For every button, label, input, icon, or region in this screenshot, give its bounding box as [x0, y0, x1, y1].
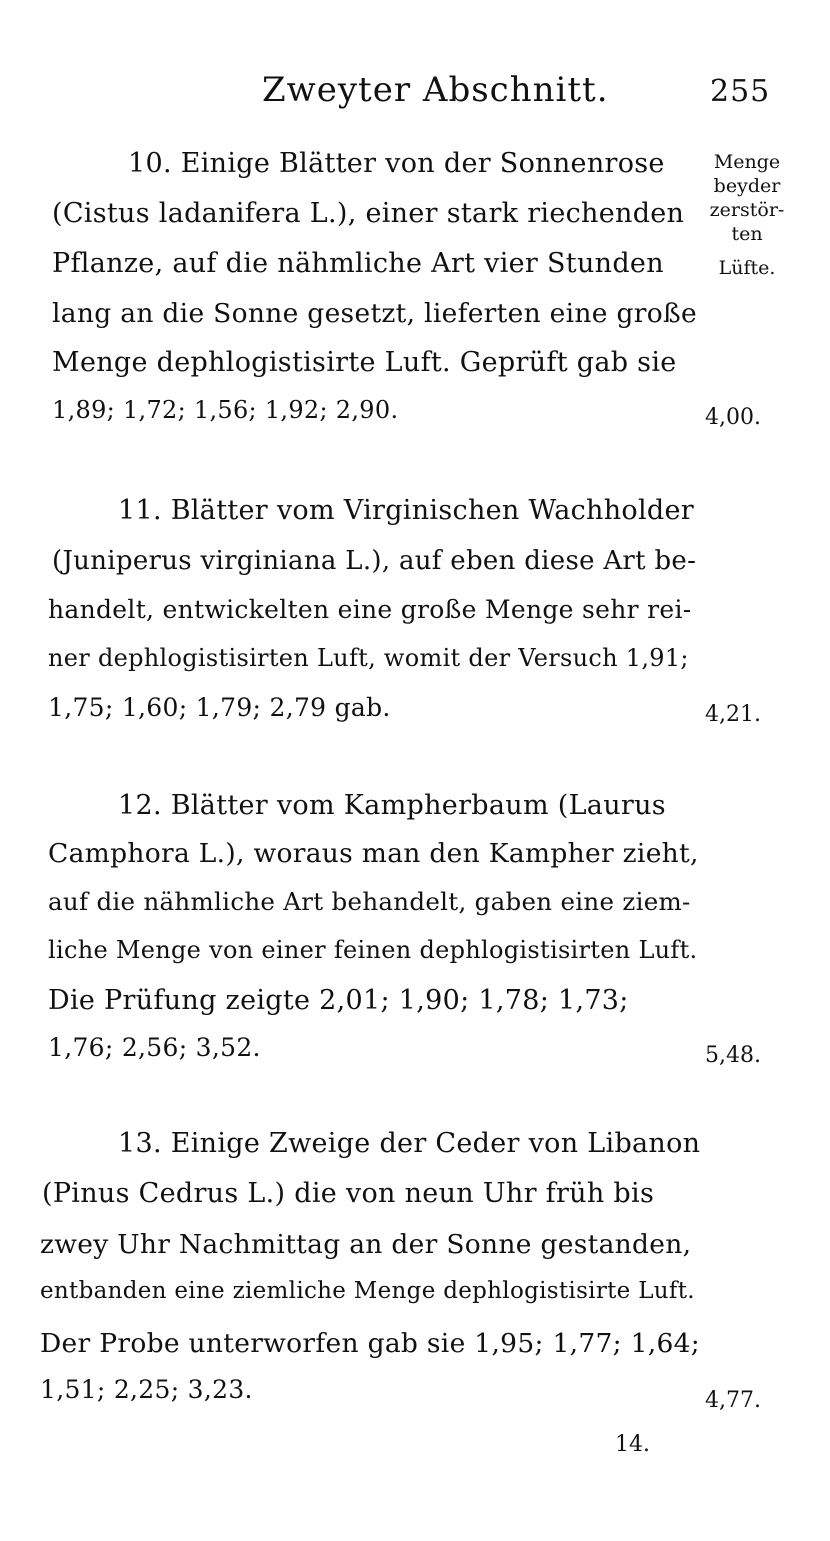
- entry-values: 1,51; 2,25; 3,23.: [40, 1375, 253, 1404]
- signature-mark: 14.: [615, 1432, 650, 1457]
- margin-note-line: ten: [731, 223, 763, 245]
- entry-line: Camphora L.), woraus man den Kampher zieht,: [48, 838, 699, 869]
- entry-line: 10. Einige Blätter von der Sonnenrose: [128, 148, 665, 179]
- entry-line: auf die nähmliche Art behandelt, gaben eine ziem-: [48, 887, 691, 916]
- entry-line: (Pinus Cedrus L.) die von neun Uhr früh bis: [42, 1178, 655, 1209]
- margin-value: 4,21.: [705, 702, 761, 727]
- margin-value: 4,00.: [705, 405, 761, 430]
- page-number: 255: [710, 74, 771, 109]
- entry-line: Pflanze, auf die nähmliche Art vier Stunden: [52, 248, 664, 279]
- entry-line: (Cistus ladanifera L.), einer stark riechenden: [52, 198, 685, 229]
- entry-line: entbanden eine ziemliche Menge dephlogistisirte Luft.: [40, 1278, 695, 1304]
- margin-note-line: Lüfte.: [718, 257, 776, 279]
- margin-value: 4,77.: [705, 1388, 761, 1413]
- entry-line: zwey Uhr Nachmittag an der Sonne gestanden,: [40, 1229, 692, 1260]
- entry-values: 1,76; 2,56; 3,52.: [48, 1033, 261, 1062]
- entry-line: handelt, entwickelten eine große Menge sehr rei-: [48, 595, 692, 624]
- margin-value: 5,48.: [705, 1043, 761, 1068]
- entry-values: 1,75; 1,60; 1,79; 2,79 gab.: [48, 693, 391, 722]
- running-title: Zweyter Abschnitt.: [262, 70, 609, 110]
- entry-line: liche Menge von einer feinen dephlogistisirten Luft.: [48, 936, 698, 964]
- margin-note-line: zerstör-: [709, 199, 785, 221]
- entry-line: ner dephlogistisirten Luft, womit der Versuch 1,91;: [48, 644, 689, 672]
- entry-line: 13. Einige Zweige der Ceder von Libanon: [118, 1128, 701, 1159]
- margin-note-line: Menge: [713, 151, 781, 173]
- entry-line: Die Prüfung zeigte 2,01; 1,90; 1,78; 1,73;: [48, 985, 629, 1016]
- margin-note-line: beyder: [713, 175, 781, 197]
- entry-line: lang an die Sonne gesetzt, lieferten eine große: [52, 298, 697, 329]
- entry-line: 12. Blätter vom Kampherbaum (Laurus: [118, 790, 666, 821]
- entry-line: (Juniperus virginiana L.), auf eben diese Art be-: [52, 546, 697, 576]
- entry-values: 1,89; 1,72; 1,56; 1,92; 2,90.: [52, 396, 399, 424]
- entry-line: Menge dephlogistisirte Luft. Geprüft gab sie: [52, 347, 677, 378]
- entry-line: 11. Blätter vom Virginischen Wachholder: [118, 495, 694, 526]
- entry-line: Der Probe unterworfen gab sie 1,95; 1,77; 1,64;: [40, 1328, 701, 1359]
